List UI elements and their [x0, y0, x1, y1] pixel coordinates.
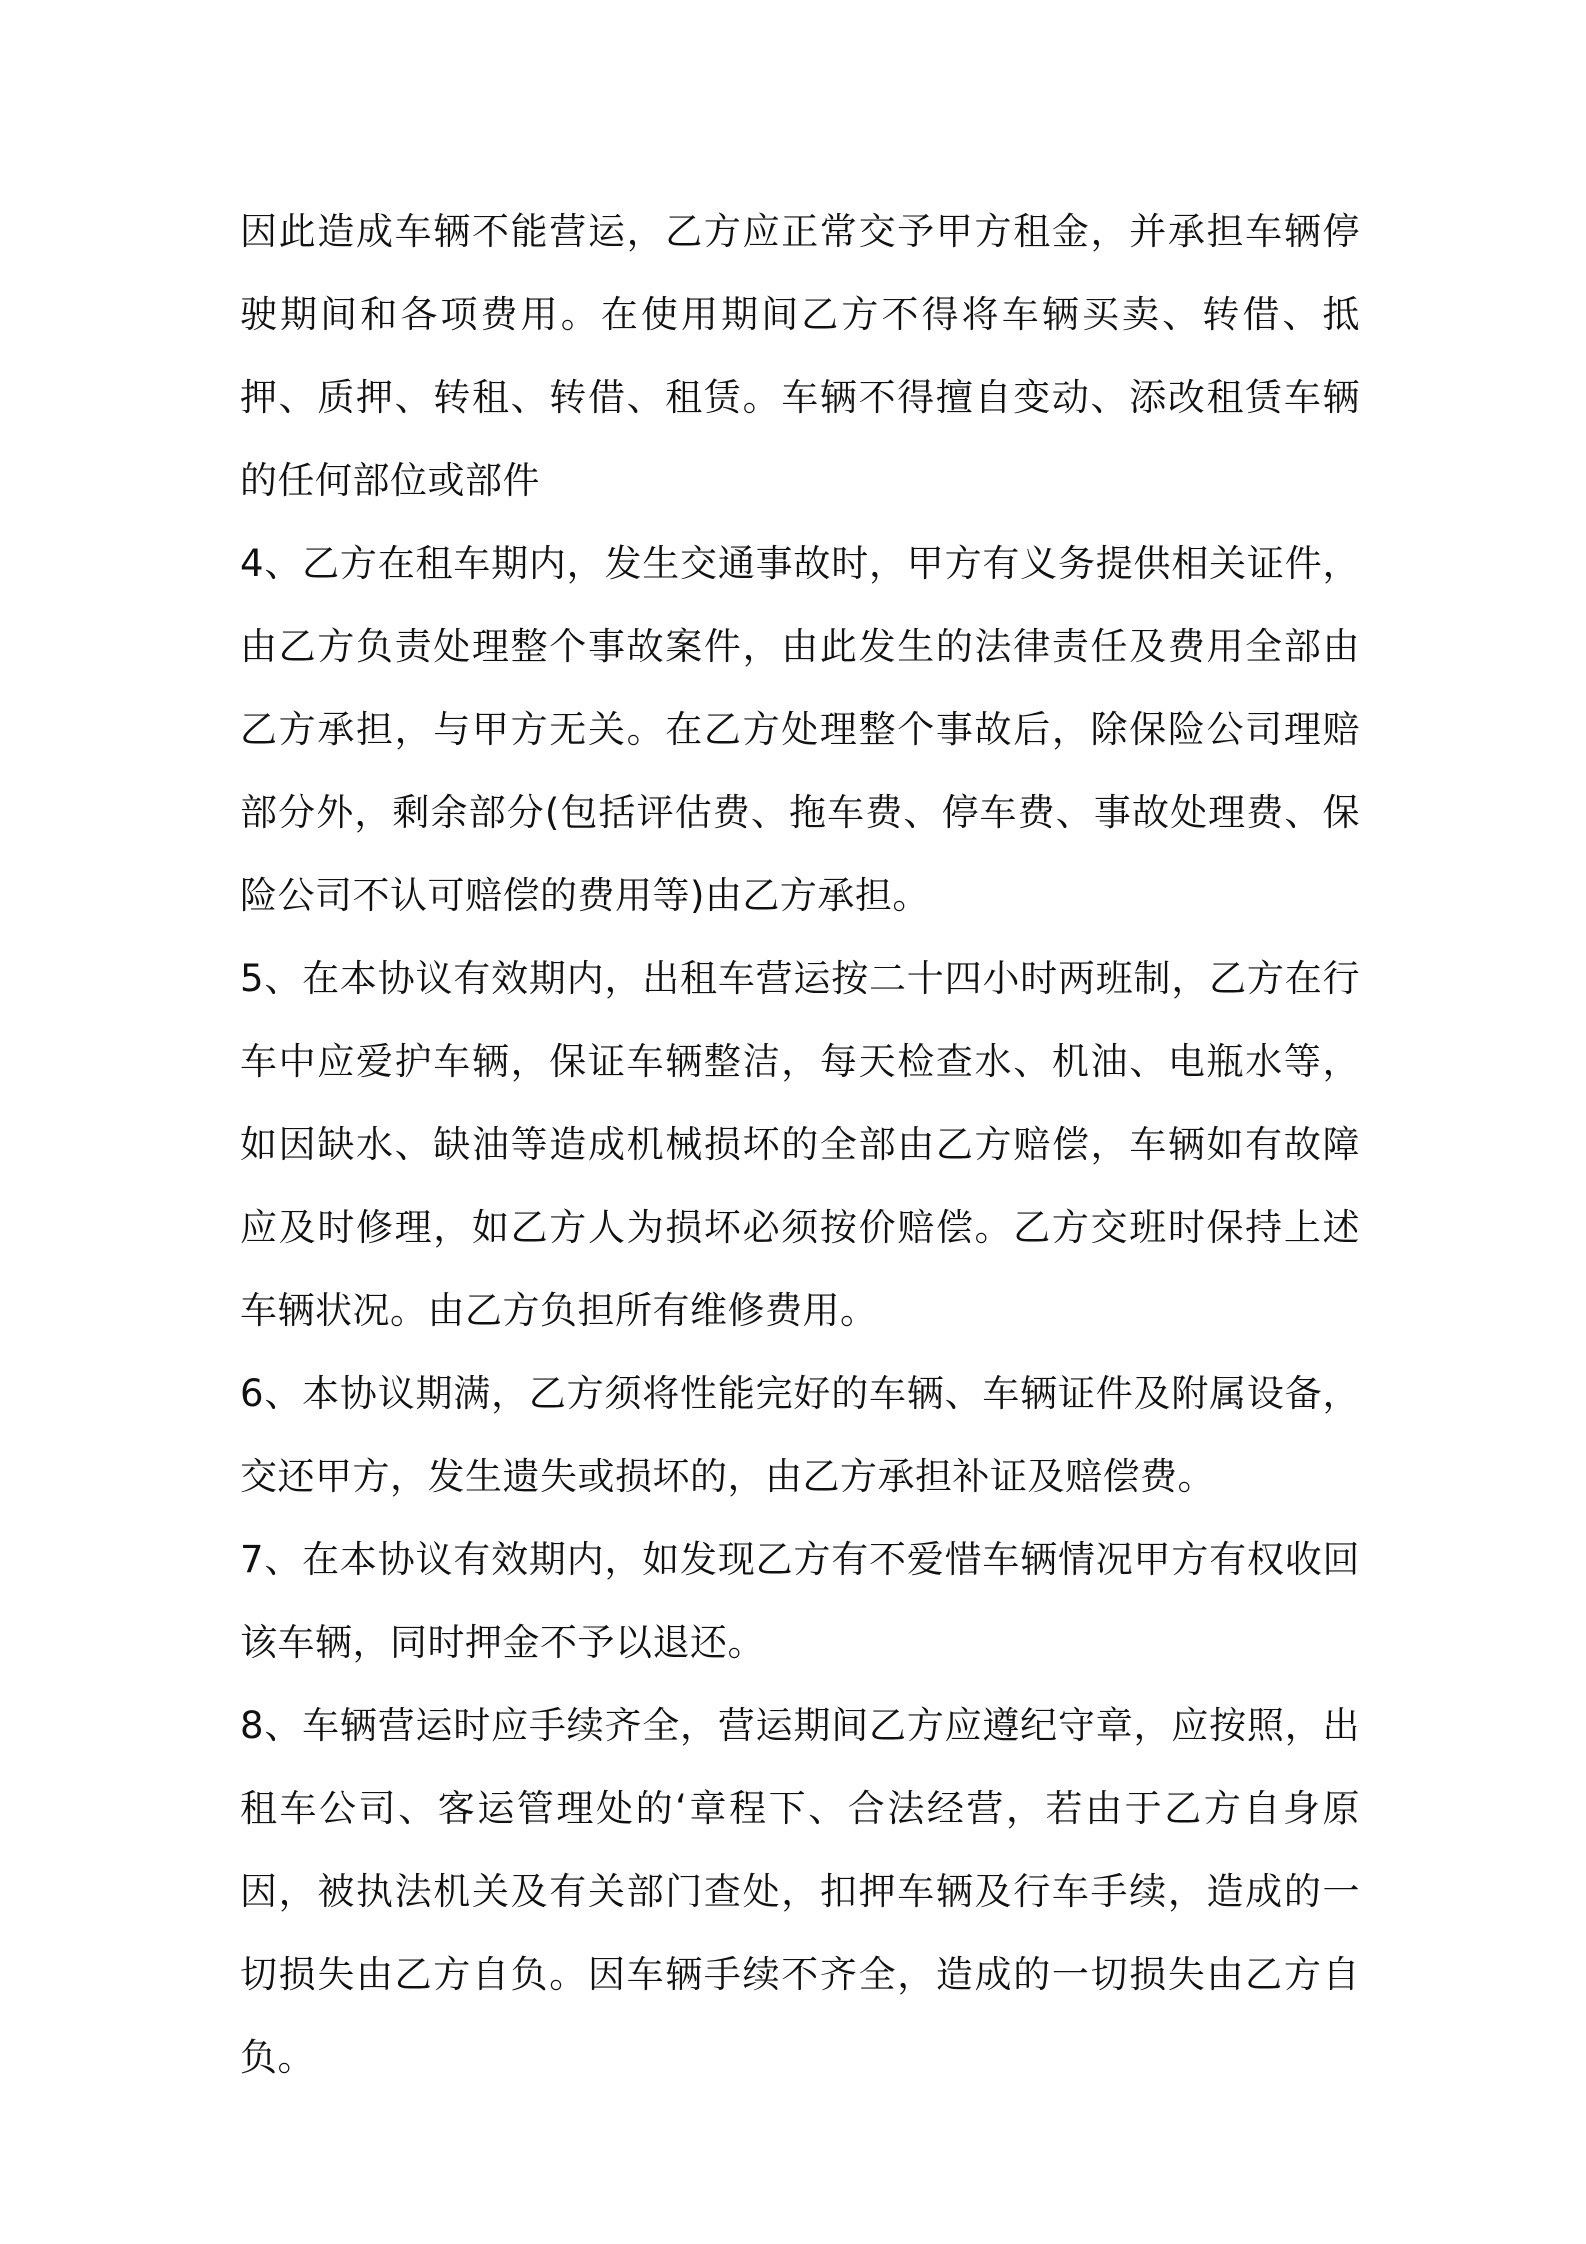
paragraph-clause-6: 6、本协议期满，乙方须将性能完好的车辆、车辆证件及附属设备，交还甲方，发生遗失或损坏的，由乙方承担补证及赔偿费。: [240, 1372, 1360, 1498]
paragraph-clause-5: 5、在本协议有效期内，出租车营运按二十四小时两班制，乙方在行车中应爱护车辆，保证车辆整洁，每天检查水、机油、电瓶水等，如因缺水、缺油等造成机械损坏的全部由乙方赔偿，车辆如有故障应及时修理，如乙方人为损坏必须按价赔偿。乙方交班时保持上述车辆状况。由乙方负担所有维修费用。: [240, 957, 1360, 1332]
paragraph-clause-4: 4、乙方在租车期内，发生交通事故时，甲方有义务提供相关证件，由乙方负责处理整个事故案件，由此发生的法律责任及费用全部由乙方承担，与甲方无关。在乙方处理整个事故后，除保险公司理赔部分外，剩余部分(包括评估费、拖车费、停车费、事故处理费、保险公司不认可赔偿的费用等)由乙方承担。: [240, 542, 1360, 917]
paragraph-clause-8: 8、车辆营运时应手续齐全，营运期间乙方应遵纪守章，应按照，出租车公司、客运管理处的‘章程下、合法经营，若由于乙方自身原因，被执法机关及有关部门查处，扣押车辆及行车手续，造成的一切损失由乙方自负。因车辆手续不齐全，造成的一切损失由乙方自负。: [240, 1704, 1360, 2079]
document-body: [240, 190, 1360, 2099]
paragraph-clause-7: 7、在本协议有效期内，如发现乙方有不爱惜车辆情况甲方有权收回该车辆，同时押金不予以退还。: [240, 1538, 1360, 1664]
paragraph-continuation: 因此造成车辆不能营运，乙方应正常交予甲方租金，并承担车辆停驶期间和各项费用。在使用期间乙方不得将车辆买卖、转借、抵押、质押、转租、转借、租赁。车辆不得擅自变动、添改租赁车辆的任何部位或部件: [240, 210, 1360, 502]
